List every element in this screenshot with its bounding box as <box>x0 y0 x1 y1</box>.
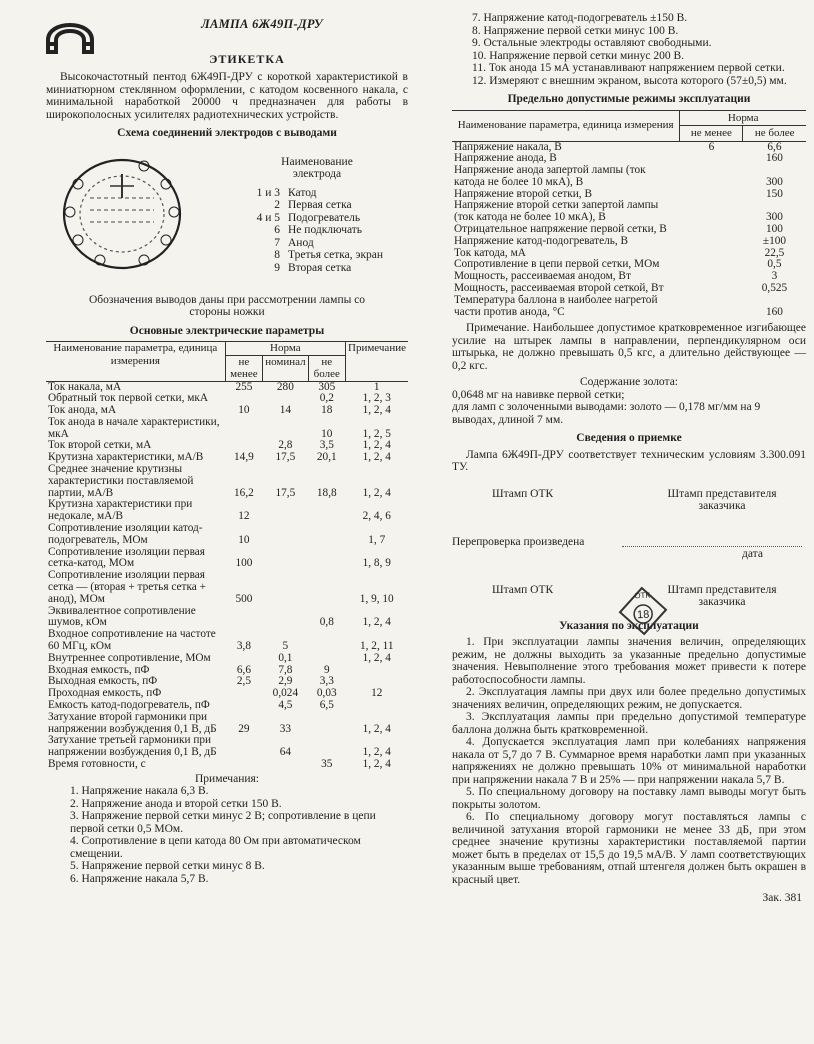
param-nom-cell <box>263 570 308 605</box>
limit-name-cell: Напряжение второй сетки, В <box>454 187 592 200</box>
limit-name-cell: Мощность, рассеиваемая анодом, Вт <box>454 270 631 283</box>
param-nom-cell <box>263 499 308 523</box>
limit-name-cell: Мощность, рассеиваемая второй сеткой, Вт <box>454 282 664 295</box>
limit-name-cell: Напряжение анода, В <box>454 152 557 165</box>
param-note-cell: 1, 7 <box>368 533 386 546</box>
limit-min-cell <box>680 200 743 224</box>
table-row <box>452 165 806 189</box>
table-row <box>46 547 408 571</box>
note-item: 8. Напряжение первой сетки минус 100 В. <box>472 24 679 37</box>
note-item: 9. Остальные электроды оставляют свободными. <box>472 37 712 49</box>
param-min-cell <box>225 688 263 700</box>
table-row <box>452 200 806 224</box>
pin-row: 2 Первая сетка <box>274 199 352 211</box>
usage-title: Указания по эксплуатации <box>559 619 699 632</box>
param-min-cell: 6,6 <box>236 663 251 676</box>
limits-note: Примечание. Наибольшее допустимое кратковременное изгибающее усилие на штырек лампы в направлении, перпендикулярном оси штырька, не должно превышать 0,5 кгс, а длительно действующее — 0,2 кгс. <box>452 322 806 372</box>
stamp-otk-label-2: Штамп ОТК <box>492 583 554 596</box>
otk-stamp <box>615 583 672 640</box>
note-item: 2. Напряжение анода и второй сетки 150 В. <box>70 797 282 810</box>
param-nom-cell <box>263 417 308 441</box>
param-note-cell: 1, 9, 10 <box>359 592 394 605</box>
param-max-cell: 305 <box>318 380 336 393</box>
pins-caption: Обозначения выводов даны при рассмотрении лампы со стороны ножки <box>88 293 366 318</box>
pin-row: 6 Не подключать <box>274 224 363 236</box>
param-min-cell: 500 <box>235 592 253 605</box>
limit-min-cell <box>680 259 743 271</box>
date-label: дата <box>742 547 763 560</box>
note-item: 5. Напряжение первой сетки минус 8 В. <box>70 860 265 873</box>
param-max-cell <box>308 735 345 759</box>
limit-name-cell: Ток катода, мА <box>454 246 526 259</box>
param-name-cell: Крутизна характеристики, мА/В <box>48 451 204 464</box>
param-nom-cell: 5 <box>282 640 289 653</box>
param-name-cell: Емкость катод-подогреватель, пФ <box>48 699 210 712</box>
params-header-note: Примечание <box>346 342 409 382</box>
param-max-cell <box>308 570 345 605</box>
limit-min-cell <box>680 165 743 189</box>
table-row <box>452 236 806 248</box>
limit-max-cell: ±100 <box>762 234 787 247</box>
stamp-customer-label: Штамп представителя заказчика <box>667 487 777 513</box>
limit-max-cell: 6,6 <box>767 140 782 153</box>
stamp-otk-text: ОТК <box>634 590 651 601</box>
usage-item: 4. Допускается эксплуатация ламп при колебаниях напряжения накала от 5,7 до 7 В. Суммарное время наработки ламп при указанных напряжениях не должно превышать 10% от минимальной наработки при напряжении накала 7 В и 25% — при напряжении накала 5,7 В. <box>452 736 806 786</box>
gold-line-1: 0,0648 мг на навивке первой сетки; <box>452 388 625 401</box>
param-name-cell: Ток анода, мА <box>48 404 117 417</box>
notes-left <box>46 773 408 886</box>
gold-title: Содержание золота: <box>579 376 678 389</box>
param-max-cell: 9 <box>323 663 330 676</box>
limit-min-cell <box>680 224 743 236</box>
table-row <box>46 629 408 653</box>
param-nom-cell <box>263 759 308 771</box>
param-note-cell: 1, 2, 4 <box>362 746 391 759</box>
limit-max-cell: 160 <box>765 152 783 165</box>
param-max-cell: 6,5 <box>319 699 334 712</box>
limit-max-cell: 100 <box>765 223 783 236</box>
limit-name-cell: Напряжение анода запертой лампы (ток катода не более 10 мкА), В <box>454 164 646 188</box>
param-note-cell: 1, 2, 4 <box>362 758 391 770</box>
limit-name-cell: Сопротивление в цепи первой сетки, МОм <box>454 258 660 271</box>
limits-header-max: не более <box>743 126 806 142</box>
param-note-cell: 1, 8, 9 <box>362 557 391 570</box>
limit-min-cell <box>680 189 743 201</box>
param-note-cell: 1, 2, 4 <box>362 451 391 464</box>
param-name-cell: Затухание второй гармоники при напряжении возбуждения 0,1 В, дБ <box>48 710 217 735</box>
note-item: 12. Измеряют с внешним экраном, высота которого (57±0,5) мм. <box>472 74 787 87</box>
pin-row: 9 Вторая сетка <box>274 261 352 274</box>
param-min-cell <box>225 759 263 771</box>
recheck-line <box>622 546 802 547</box>
limit-max-cell: 0,5 <box>767 258 782 271</box>
limit-min-cell: 6 <box>708 140 715 153</box>
param-note-cell: 1, 2, 3 <box>362 392 391 405</box>
usage-item: 6. По специальному договору могут поставляться лампы с величиной затухания второй гармоники не менее 33 дБ, при этом среднее значение крутизны характеристики поставляемой партии может быть в пределах от 15,5 до 19,5 мА/В. У ламп соответствующих указанным выше требованиям, отпай штенгеля должен быть окрашен в красный цвет. <box>452 811 806 886</box>
param-name-cell: Время готовности, с <box>48 758 146 770</box>
param-name-cell: Среднее значение крутизны характеристики поставляемой партии, мА/В <box>48 463 194 499</box>
param-name-cell: Эквивалентное сопротивление шумов, кОм <box>48 604 196 629</box>
left-column <box>46 12 408 885</box>
params-header-name: Наименование параметра, единица измерения <box>46 342 225 382</box>
param-max-cell: 3,5 <box>319 439 334 452</box>
note-item: 1. Напряжение накала 6,3 В. <box>70 785 209 798</box>
param-max-cell: 10 <box>321 427 333 440</box>
note-item: 3. Напряжение первой сетки минус 2 В; сопротивление в цепи первой сетки 0,5 МОм. <box>70 810 376 835</box>
stamp-number: 18 <box>636 608 650 622</box>
param-min-cell: 12 <box>238 510 250 523</box>
param-min-cell <box>225 700 263 712</box>
limits-header-min: не менее <box>680 126 743 142</box>
param-nom-cell: 33 <box>279 722 292 735</box>
limit-max-cell: 300 <box>765 175 783 188</box>
limit-max-cell: 0,525 <box>761 282 788 295</box>
pin-assignment-list <box>232 156 388 275</box>
param-max-cell: 35 <box>321 758 333 770</box>
param-nom-cell: 17,5 <box>275 486 296 499</box>
params-header-nom: номинал <box>263 355 308 381</box>
limit-max-cell: 300 <box>765 211 783 224</box>
limit-max-cell: 3 <box>771 270 778 283</box>
param-nom-cell: 2,9 <box>278 675 293 688</box>
param-note-cell: 1, 2, 4 <box>362 486 391 499</box>
pin-column-header: Наименование электрода <box>281 155 353 180</box>
param-min-cell <box>225 735 263 759</box>
order-number: Зак. 381 <box>762 892 802 905</box>
note-item: 7. Напряжение катод-подогреватель ±150 В. <box>472 12 688 24</box>
usage-item: 5. По специальному договору на поставку ламп выводы могут быть покрыты золотом. <box>452 786 806 811</box>
param-note-cell: 1, 2, 11 <box>360 640 394 653</box>
param-name-cell: Проходная емкость, пФ <box>48 687 162 700</box>
note-item: 11. Ток анода 15 мА устанавливают напряжением первой сетки. <box>472 62 785 74</box>
param-note-cell: 2, 4, 6 <box>362 510 391 523</box>
table-row <box>46 499 408 523</box>
limit-max-cell: 22,5 <box>764 246 785 259</box>
param-nom-cell: 17,5 <box>275 451 296 464</box>
limit-name-cell: Температура баллона в наиболее нагретой части против анода, °С <box>454 293 658 318</box>
limit-max-cell: 160 <box>765 305 783 318</box>
limit-min-cell <box>680 295 743 319</box>
param-max-cell <box>308 653 345 665</box>
pin-row: 4 и 5 Подогреватель <box>256 211 361 224</box>
param-name-cell: Входное сопротивление на частоте 60 МГц, кОм <box>48 628 216 653</box>
acceptance-title: Сведения о приемке <box>576 432 682 445</box>
table-row <box>46 464 408 499</box>
param-max-cell: 0,8 <box>319 616 334 629</box>
note-item: 4. Сопротивление в цепи катода 80 Ом при автоматическом смещении. <box>70 835 361 860</box>
param-max-cell: 18 <box>321 404 333 417</box>
scheme-title: Схема соединений электродов с выводами <box>117 127 337 139</box>
notes-right <box>452 12 806 87</box>
usage-item: 1. При эксплуатации лампы значения величин, определяющих режим, не должны выходить за указанные предельно допустимые значения. Невыполнение этого требования может привести к потере работоспособности лампы. <box>452 636 806 686</box>
gold-line-2: для ламп с золоченными выводами: золото — 0,178 мг/мм на 9 выводах, длиной 7 мм. <box>452 401 761 426</box>
note-item: 6. Напряжение накала 5,7 В. <box>70 872 209 885</box>
param-note-cell <box>346 700 409 712</box>
param-nom-cell: 2,8 <box>278 439 293 452</box>
params-title: Основные электрические параметры <box>129 324 325 337</box>
param-nom-cell: 14 <box>279 404 292 417</box>
table-row <box>46 570 408 605</box>
label-heading: ЭТИКЕТКА <box>209 51 285 66</box>
params-header-norm: Норма <box>225 342 345 356</box>
param-note-cell: 1, 2, 4 <box>362 616 391 629</box>
param-note-cell <box>346 665 409 677</box>
limit-min-cell <box>680 248 743 260</box>
param-nom-cell: 4,5 <box>278 699 293 712</box>
pin-row: 7 Анод <box>274 236 314 249</box>
table-row <box>46 523 408 547</box>
params-table <box>46 341 408 771</box>
param-name-cell: Обратный ток первой сетки, мкА <box>48 392 209 405</box>
limit-max-cell: 150 <box>765 187 783 200</box>
table-row <box>46 735 408 759</box>
param-max-cell: 18,8 <box>316 486 337 499</box>
stamp-otk-label: Штамп ОТК <box>492 487 554 500</box>
param-nom-cell: 64 <box>279 746 292 759</box>
param-note-cell: 1, 2, 4 <box>362 439 391 452</box>
param-name-cell: Ток накала, мА <box>48 380 122 393</box>
limit-name-cell: Напряжение накала, В <box>454 140 562 153</box>
param-name-cell: Сопротивление изоляции первая сетка-катод, МОм <box>48 545 205 570</box>
param-name-cell: Выходная емкость, пФ <box>48 675 158 688</box>
param-note-cell: 12 <box>371 687 383 700</box>
param-name-cell: Сопротивление изоляции первая сетка — (вторая + третья сетка + анод), МОм <box>48 569 206 605</box>
limits-header-norm: Норма <box>680 110 806 126</box>
param-min-cell: 2,5 <box>236 675 251 688</box>
param-min-cell: 14,9 <box>234 451 254 464</box>
param-max-cell <box>308 499 345 523</box>
limit-name-cell: Отрицательное напряжение первой сетки, В <box>454 223 667 236</box>
table-row <box>46 606 408 630</box>
params-header-min: не менее <box>225 355 263 381</box>
usage-item: 2. Эксплуатация лампы при двух или более предельно допустимых значениях величин, определяющих режим, не допускается. <box>452 686 806 711</box>
params-header-max: не более <box>308 355 345 381</box>
pin-row: 1 и 3 Катод <box>256 186 317 199</box>
param-note-cell: 1, 2, 5 <box>362 427 391 440</box>
table-row <box>46 653 408 665</box>
param-name-cell: Затухание третьей гармоники при напряжении возбуждения 0,1 В, дБ <box>48 734 217 759</box>
limits-title: Предельно допустимые режимы эксплуатации <box>507 93 751 105</box>
param-name-cell: Внутреннее сопротивление, МОм <box>48 651 211 664</box>
param-note-cell: 1, 2, 4 <box>362 404 391 417</box>
pin-row: 8 Третья сетка, экран <box>274 249 384 261</box>
table-row <box>46 417 408 441</box>
param-min-cell: 29 <box>238 722 250 735</box>
limit-min-cell <box>680 283 743 295</box>
recheck-label: Перепроверка произведена <box>452 535 585 548</box>
param-nom-cell: 0,1 <box>278 651 293 664</box>
param-nom-cell <box>263 547 308 571</box>
param-name-cell: Крутизна характеристики при недокале, мА/В <box>48 498 193 523</box>
param-min-cell: 255 <box>235 380 253 393</box>
param-nom-cell <box>263 523 308 547</box>
param-note-cell: 1 <box>373 380 380 393</box>
param-nom-cell: 7,8 <box>278 663 293 676</box>
pin-diagram-section <box>46 144 408 292</box>
param-min-cell: 16,2 <box>234 486 254 499</box>
param-nom-cell <box>263 606 308 630</box>
limit-min-cell <box>680 271 743 283</box>
param-nom-cell: 280 <box>276 380 294 393</box>
limits-table <box>452 110 806 319</box>
param-max-cell <box>308 547 345 571</box>
param-name-cell: Ток анода в начале характеристики, мкА <box>48 415 220 440</box>
param-min-cell: 10 <box>238 404 250 417</box>
tube-base-pinout-diagram <box>50 154 200 274</box>
page-title: ЛАМПА 6Ж49П-ДРУ <box>201 17 323 31</box>
param-min-cell <box>225 417 263 441</box>
param-max-cell <box>308 523 345 547</box>
param-max-cell <box>308 629 345 653</box>
param-min-cell <box>225 606 263 630</box>
limit-min-cell <box>680 236 743 248</box>
notes-title: Примечания: <box>195 772 259 785</box>
param-max-cell <box>308 712 345 736</box>
intro-paragraph: Высокочастотный пентод 6Ж49П-ДРУ с короткой характеристикой в миниатюрном стеклянном оформлении, с катодом косвенного накала, с минимальной наработкой 20000 ч предназначен для работы в широкополосных усилителях радиотехнических устройств. <box>46 71 408 121</box>
param-name-cell: Входная емкость, пФ <box>48 663 150 676</box>
limit-min-cell <box>680 153 743 165</box>
param-name-cell: Ток второй сетки, мА <box>48 439 152 452</box>
limit-name-cell: Напряжение второй сетки запертой лампы (ток катода не более 10 мкА), В <box>454 199 659 224</box>
param-note-cell: 1, 2, 4 <box>362 651 391 664</box>
note-item: 10. Напряжение первой сетки минус 200 В. <box>472 49 685 62</box>
param-min-cell: 100 <box>235 557 253 570</box>
param-min-cell: 3,8 <box>236 640 251 653</box>
right-column <box>452 12 806 905</box>
param-note-cell: 1, 2, 4 <box>362 722 391 735</box>
param-max-cell: 0,03 <box>316 687 337 700</box>
param-max-cell: 0,2 <box>319 392 334 405</box>
param-max-cell: 20,1 <box>316 451 337 464</box>
usage-item: 3. Эксплуатация лампы при предельно допустимой температуре баллона должна быть кратковременной. <box>452 711 806 736</box>
stamp-customer-label-2: Штамп представителя заказчика <box>667 583 777 609</box>
param-max-cell: 3,3 <box>319 675 334 688</box>
table-row <box>46 759 408 771</box>
table-row <box>46 712 408 736</box>
param-min-cell <box>225 653 263 665</box>
acceptance-text: Лампа 6Ж49П-ДРУ соответствует техническим условиям 3.300.091 ТУ. <box>452 448 806 474</box>
param-min-cell: 10 <box>238 533 250 546</box>
param-name-cell: Сопротивление изоляции катод-подогреватель, МОм <box>48 522 203 546</box>
table-row <box>452 295 806 319</box>
limit-name-cell: Напряжение катод-подогреватель, В <box>454 234 629 247</box>
param-nom-cell: 0,024 <box>272 687 299 700</box>
limits-header-name: Наименование параметра, единица измерения <box>452 110 680 141</box>
